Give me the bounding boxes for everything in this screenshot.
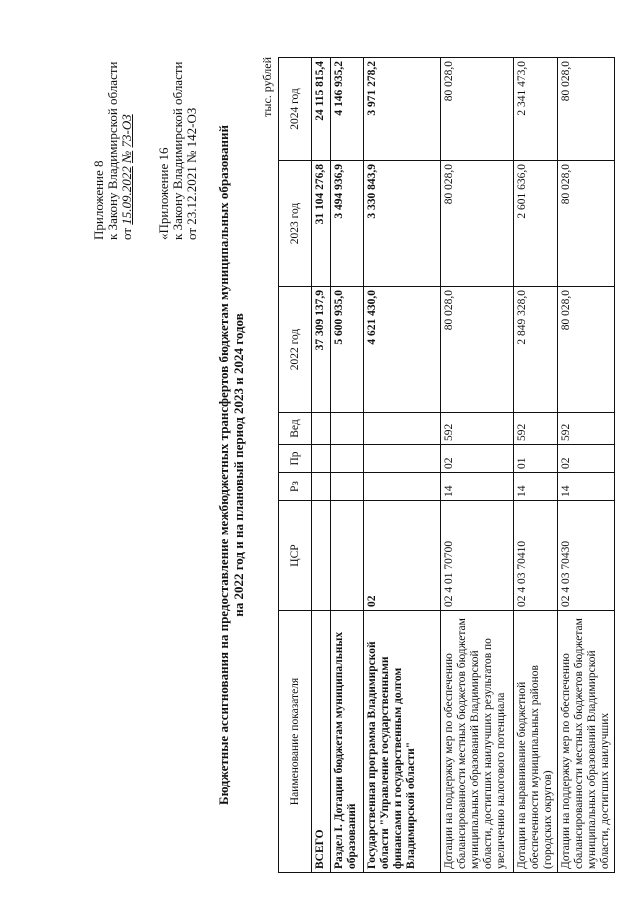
row-csr: 02 4 03 70410 [514,501,558,611]
row-rz: 14 [441,473,514,501]
appendix-header [92,0,134,240]
appendix-number: 73-ОЗ [119,114,134,148]
row-2022: 4 621 430,0 [364,287,441,413]
row-ved: 592 [441,413,514,445]
table-row [364,58,441,873]
appendix-line-2: к Закону Владимирской области [105,61,120,240]
row-2023: 31 104 276,8 [312,161,331,287]
table-row [312,58,331,873]
row-pr: 02 [558,445,615,473]
row-2022: 2 849 328,0 [514,287,558,413]
row-name: Дотации на поддержку мер по обеспечению сбалансированности местных бюджетов бюджетам муниципальных образований Владимирской области, достигших наилучших результатов по увеличению налогового потенциала [441,611,514,873]
row-rz [312,473,331,501]
col-name-header: Наименование показателя [279,611,312,873]
col-rz-header: Рз [279,473,312,501]
row-pr [364,445,441,473]
row-2024: 2 341 473,0 [514,58,558,161]
row-name: Государственная программа Владимирской области "Управление государственными финансами и государственным долгом Владимирской области" [364,611,441,873]
prev-line-1: «Приложение 16 [156,147,171,240]
row-2022: 37 309 137,9 [312,287,331,413]
row-2024: 80 028,0 [441,58,514,161]
table-row [331,58,364,873]
row-rz: 14 [514,473,558,501]
row-2022: 5 600 935,0 [331,287,364,413]
previous-appendix-header [157,0,199,240]
col-2024-header: 2024 год [279,58,312,161]
title-line-2: на 2022 год и на плановый период 2023 и 2024 годов [231,313,246,617]
col-2022-header: 2022 год [279,287,312,413]
row-pr: 01 [514,445,558,473]
appendix-from: от [119,227,134,240]
row-ved [331,413,364,445]
row-rz: 14 [558,473,615,501]
row-2022: 80 028,0 [441,287,514,413]
row-ved [312,413,331,445]
row-csr [331,501,364,611]
document-title [216,65,246,865]
row-2023: 3 494 936,9 [331,161,364,287]
budget-table [278,57,615,873]
row-rz [331,473,364,501]
row-pr [312,445,331,473]
table-row [441,58,514,873]
col-2023-header: 2023 год [279,161,312,287]
row-2023: 80 028,0 [441,161,514,287]
prev-line-2: к Закону Владимирской области [170,61,185,240]
row-pr: 02 [441,445,514,473]
row-2023: 2 601 636,0 [514,161,558,287]
row-name: Раздел I. Дотации бюджетам муниципальных образований [331,611,364,873]
units-label: тыс. рублей [260,57,274,117]
row-2024: 4 146 935,2 [331,58,364,161]
row-name: Дотации на поддержку мер по обеспечению сбалансированности местных бюджетов бюджетам муниципальных образований Владимирской области, достигших наилучших [558,611,615,873]
appendix-number-sign: № [119,150,134,163]
col-ved-header: Вед [279,413,312,445]
table-row [514,58,558,873]
appendix-line-3 [120,0,134,240]
col-csr-header: ЦСР [279,501,312,611]
title-line-1: Бюджетные ассигнования на предоставление межбюджетных трансфертов бюджетам муниципальных образований [216,125,231,805]
row-name: ВСЕГО [312,611,331,873]
row-csr: 02 [364,501,441,611]
row-2023: 3 330 843,9 [364,161,441,287]
row-ved [364,413,441,445]
row-2023: 80 028,0 [558,161,615,287]
row-csr: 02 4 01 70700 [441,501,514,611]
prev-line-3: от 23.12.2021 № 142-ОЗ [184,107,199,240]
col-pr-header: Пр [279,445,312,473]
row-csr [312,501,331,611]
row-2024: 80 028,0 [558,58,615,161]
table-header-row [279,58,312,873]
appendix-line-1: Приложение 8 [91,160,106,240]
row-pr [331,445,364,473]
row-2022: 80 028,0 [558,287,615,413]
row-name: Дотации на выравнивание бюджетной обеспеченности муниципальных районов (городских округов) [514,611,558,873]
table-row [558,58,615,873]
appendix-date: 15.09.2022 [119,166,134,225]
row-2024: 24 115 815,4 [312,58,331,161]
row-ved: 592 [558,413,615,445]
row-csr: 02 4 03 70430 [558,501,615,611]
row-ved: 592 [514,413,558,445]
row-rz [364,473,441,501]
row-2024: 3 971 278,2 [364,58,441,161]
